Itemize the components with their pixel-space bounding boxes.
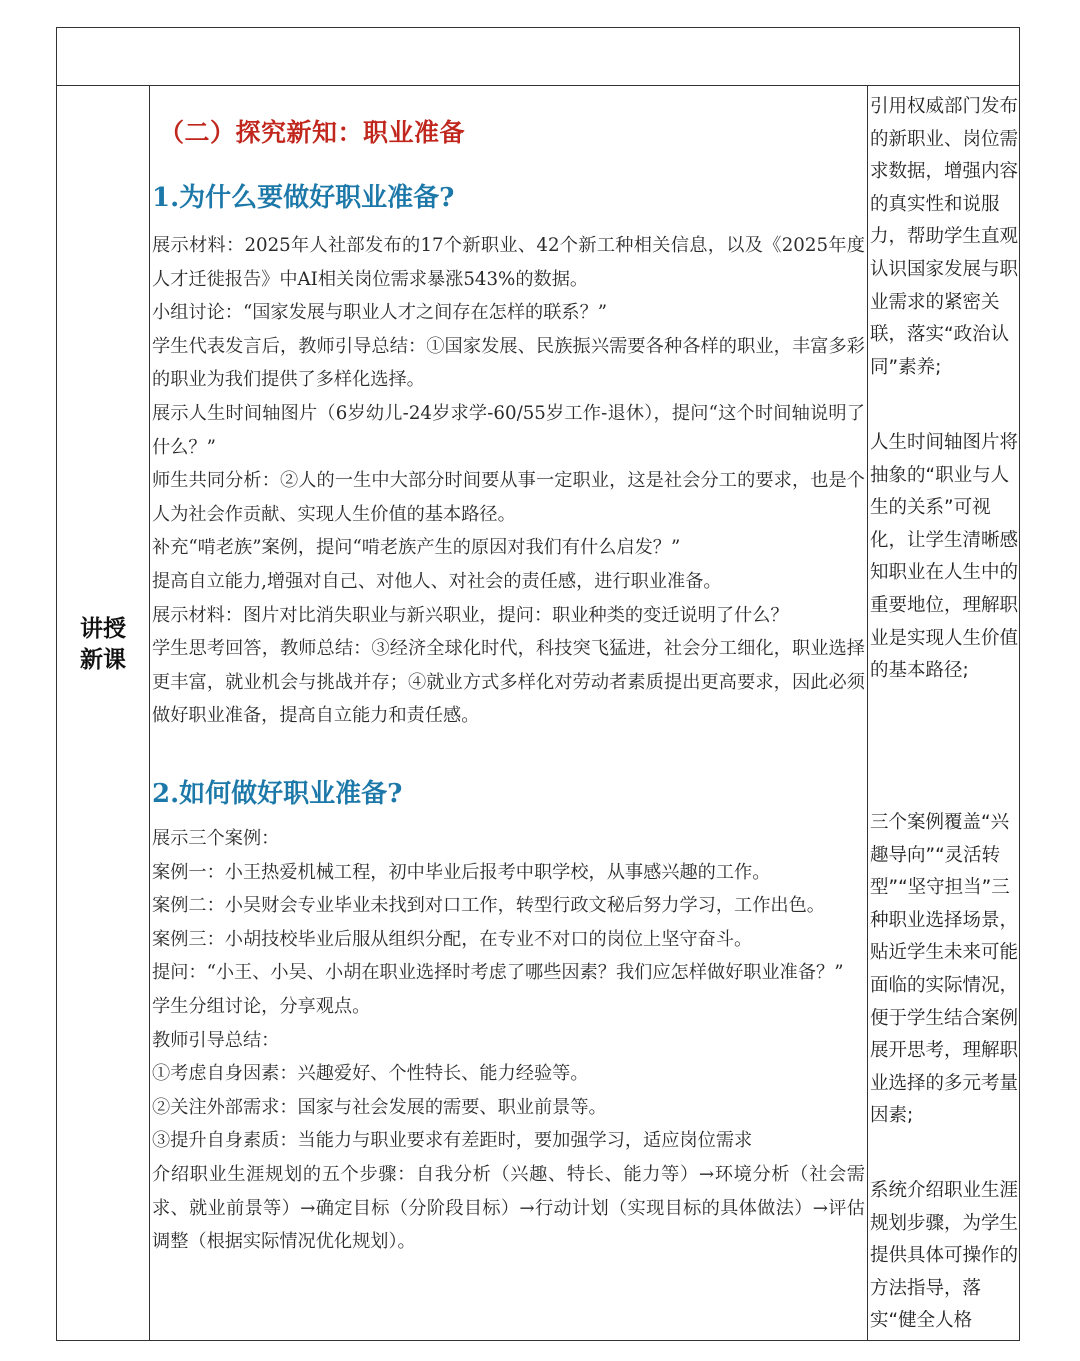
paragraph: 展示材料：图片对比消失职业与新兴职业，提问：职业种类的变迁说明了什么？ [152,604,789,626]
section-label-line: 新课 [80,647,126,673]
section-label [57,614,149,676]
paragraph: 展示人生时间轴图片（6岁幼儿-24岁求学-60/55岁工作-退休），提问“这个时间轴说明了什么？” [152,402,865,458]
paragraph: 学生代表发言后，教师引导总结：①国家发展、民族振兴需要各种各样的职业，丰富多彩的职业为我们提供了多样化选择。 [152,335,865,391]
note-text: 人生时间轴图片将抽象的“职业与人生的关系”可视化，让学生清晰感知职业在人生中的重要地位，理解职业是实现人生价值的基本路径; [870,432,1019,682]
note-text: 系统介绍职业生涯规划步骤，为学生提供具体可操作的方法指导，落实“健全人格 [870,1180,1019,1332]
paragraph: 案例一：小王热爱机械工程，初中毕业后报考中职学校，从事感兴趣的工作。 [152,861,771,883]
question-1-body [152,229,865,733]
paragraph: 学生分组讨论，分享观点。 [152,995,371,1017]
paragraph: ③提升自身素质：当能力与职业要求有差距时，要加强学习，适应岗位需求 [152,1130,753,1152]
empty-header-row [57,28,1019,86]
lesson-table [56,27,1020,1341]
section-column [57,85,150,1340]
design-note [870,91,1018,384]
paragraph: 展示三个案例： [152,828,280,849]
design-note [870,1175,1018,1338]
paragraph: 学生思考回答，教师总结：③经济全球化时代，科技突飞猛进，社会分工细化，职业选择更丰富，就业机会与挑战并存；④就业方式多样化对劳动者素质提出更高要求，因此必须做好职业准备，提高自立能力和责任感。 [152,638,865,727]
content-column [149,85,868,1340]
paragraph: 小组讨论：“国家发展与职业人才之间存在怎样的联系？” [152,302,608,324]
question-2-body [152,822,865,1259]
section-heading: （二）探究新知：职业准备 [159,118,466,147]
notes-column [867,85,1019,1340]
paragraph: 师生共同分析：②人的一生中大部分时间要从事一定职业，这是社会分工的要求，也是个人为社会作贡献、实现人生价值的基本路径。 [152,470,865,525]
note-text: 三个案例覆盖“兴趣导向”“灵活转型”“坚守担当”三种职业选择场景，贴近学生未来可能面临的实际情况，便于学生结合案例展开思考，理解职业选择的多元考量因素; [870,812,1019,1127]
paragraph: 介绍职业生涯规划的五个步骤：自我分析（兴趣、特长、能力等）→环境分析（社会需求、就业前景等）→确定目标（分阶段目标）→行动计划（实现目标的具体做法）→评估调整（根据实际情况优化规划）。 [152,1163,865,1253]
paragraph: 案例二：小吴财会专业毕业未找到对口工作，转型行政文秘后努力学习，工作出色。 [152,895,825,917]
question-2-title: 2.如何做好职业准备? [152,779,403,809]
paragraph: 展示材料：2025年人社部发布的17个新职业、42个新工种相关信息，以及《2025年度人才迁徙报告》中AI相关岗位需求暴涨543%的数据。 [152,235,865,290]
paragraph: 补充“啃老族”案例，提问“啃老族产生的原因对我们有什么启发？” [152,537,681,559]
paragraph: 案例三：小胡技校毕业后服从组织分配，在专业不对口的岗位上坚守奋斗。 [152,928,753,950]
paragraph: ②关注外部需求：国家与社会发展的需要、职业前景等。 [152,1096,607,1118]
paragraph: 教师引导总结： [152,1029,280,1051]
question-1-title: 1.为什么要做好职业准备? [152,183,455,213]
note-text: 引用权威部门发布的新职业、岗位需求数据，增强内容的真实性和说服力，帮助学生直观认识国家发展与职业需求的紧密关联，落实“政治认同”素养; [870,96,1019,378]
paragraph: 提问：“小王、小吴、小胡在职业选择时考虑了哪些因素？我们应怎样做好职业准备？” [152,962,844,984]
design-note [870,427,1018,688]
design-note [870,807,1018,1133]
paragraph: 提高自立能力,增强对自己、对他人、对社会的责任感，进行职业准备。 [152,570,722,592]
section-label-line: 讲授 [80,616,126,642]
paragraph: ①考虑自身因素：兴趣爱好、个性特长、能力经验等。 [152,1063,589,1085]
